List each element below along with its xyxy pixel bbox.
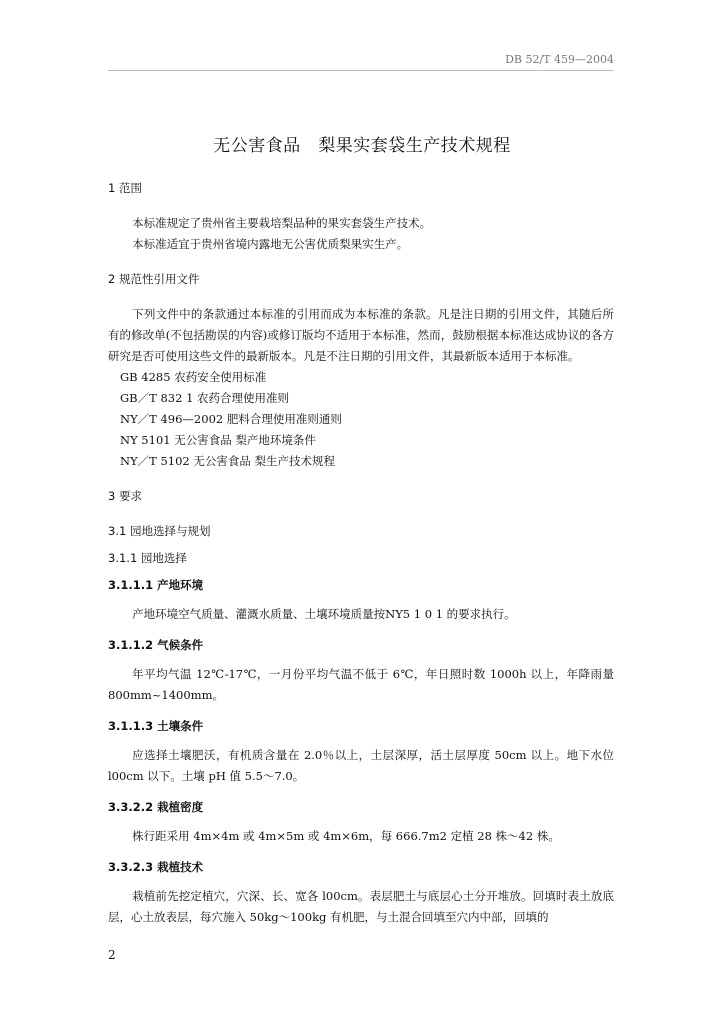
scope-paragraph-2: 本标准适宜于贵州省境内露地无公害优质梨果实生产。 <box>132 237 409 251</box>
reference-item: NY／T 5102 无公害食品 梨生产技术规程 <box>120 454 336 468</box>
section-3-3-2-3-heading: 3.3.2.3 栽植技术 <box>108 860 204 874</box>
section-3-1-heading: 3.1 园地选择与规划 <box>108 524 211 538</box>
section-2-heading: 2 规范性引用文件 <box>108 272 200 286</box>
section-3-3-2-2-heading: 3.3.2.2 栽植密度 <box>108 800 204 814</box>
section-3-1-1-1-heading: 3.1.1.1 产地环境 <box>108 578 204 592</box>
reference-item: NY／T 496—2002 肥料合理使用准则通则 <box>120 412 342 426</box>
standard-code: DB 52/T 459—2004 <box>505 53 614 66</box>
section-3-1-1-3-heading: 3.1.1.3 土壤条件 <box>108 719 204 733</box>
reference-item: GB 4285 农药安全使用标准 <box>120 370 267 384</box>
reference-item: NY 5101 无公害食品 梨产地环境条件 <box>120 433 316 447</box>
page-number: 2 <box>108 948 116 962</box>
production-environment-paragraph: 产地环境空气质量、灌溉水质量、土壤环境质量按NY5 1 0 1 的要求执行。 <box>132 607 516 621</box>
section-3-heading: 3 要求 <box>108 489 142 503</box>
section-1-heading: 1 范围 <box>108 181 142 195</box>
section-3-1-1-2-heading: 3.1.1.2 气候条件 <box>108 638 204 652</box>
reference-item: GB／T 832 1 农药合理使用准则 <box>120 391 290 405</box>
section-3-1-1-heading: 3.1.1 园地选择 <box>108 551 187 565</box>
normative-references-intro: 下列文件中的条款通过本标准的引用而成为本标准的条款。凡是注日期的引用文件，其随后所有的修改单(不包括勘误的内容)或修订版均不适用于本标准，然而，鼓励根据本标准达成协议的各方研究是否可使用这些文件的最新版本。凡是不注日期的引用文件，其最新版本适用于本标准。 <box>108 307 614 363</box>
document-title: 无公害食品 梨果实套袋生产技术规程 <box>213 136 511 156</box>
planting-density-paragraph: 株行距采用 4m×4m 或 4m×5m 或 4m×6m，每 666.7m2 定植 28 株～42 株。 <box>132 829 560 843</box>
climate-conditions-paragraph: 年平均气温 12℃-17℃，一月份平均气温不低于 6℃，年日照时数 1000h 以上，年降雨量 800mm~1400mm。 <box>108 667 614 702</box>
document-body <box>108 178 614 928</box>
header-rule <box>108 70 614 71</box>
planting-technique-paragraph: 栽植前先挖定植穴，穴深、长、宽各 l00cm。表层肥土与底层心土分开堆放。回填时表土放底层，心土放表层，每穴施入 50kg～100kg 有机肥，与土混合回填至穴内中部，回填的 <box>108 889 614 924</box>
soil-conditions-paragraph: 应选择土壤肥沃，有机质含量在 2.0％以上，土层深厚，活土层厚度 50cm 以上。地下水位 l00cm 以下。土壤 pH 值 5.5～7.0。 <box>108 748 614 783</box>
scope-paragraph-1: 本标准规定了贵州省主要栽培梨品种的果实套袋生产技术。 <box>132 216 432 230</box>
